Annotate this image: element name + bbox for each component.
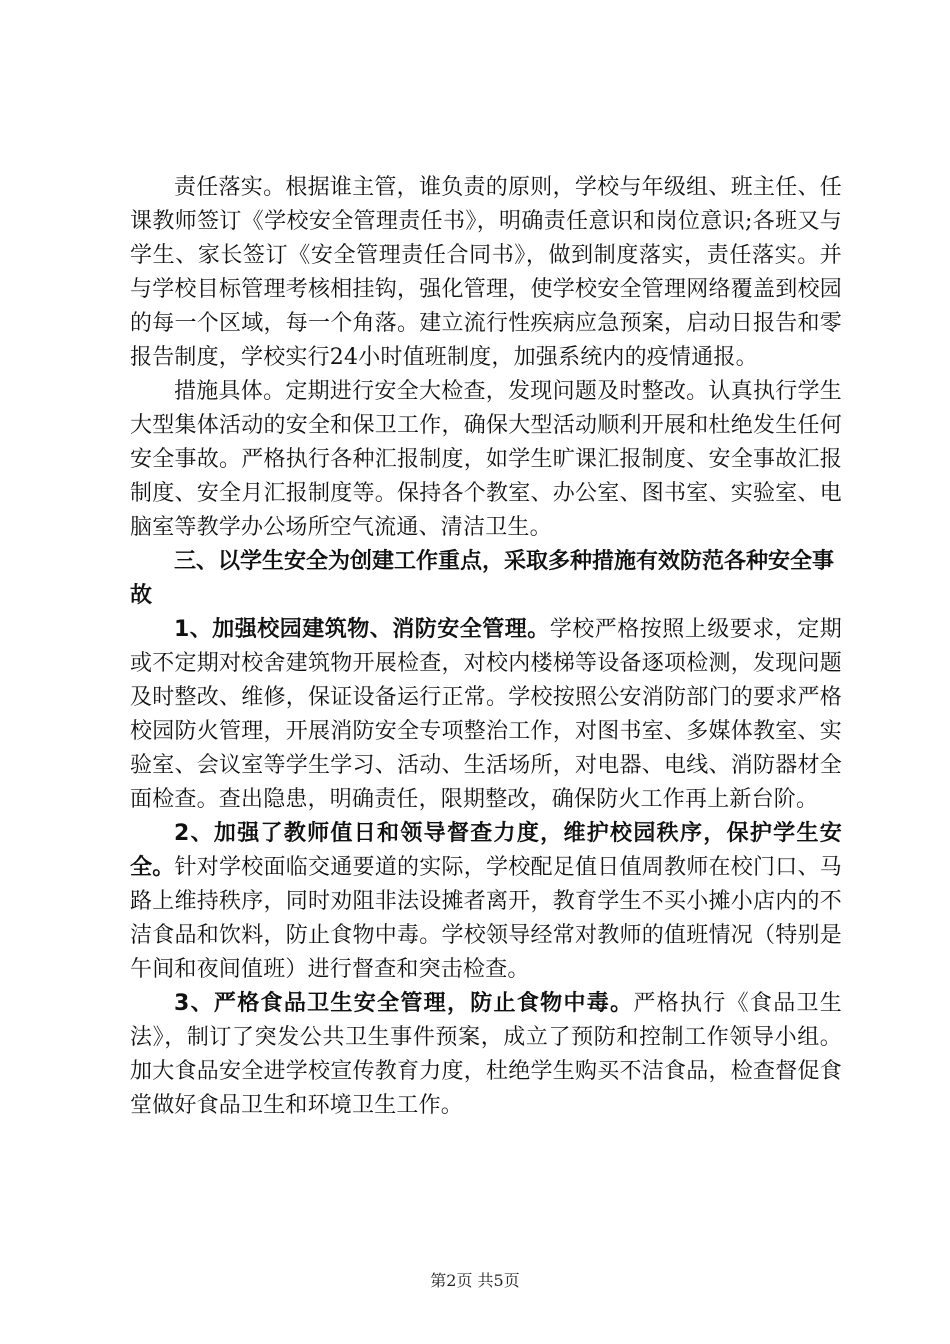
paragraph-text: 措施具体。定期进行安全大检查，发现问题及时整改。认真执行学生大型集体活动的安全和保卫工作，确保大型活动顺利开展和杜绝发生任何安全事故。严格执行各种汇报制度，如学生旷课汇报制度、安全事故汇报制度、安全月汇报制度等。保持各个教室、办公室、图书室、实验室、电脑室等教学办公场所空气流通、清洁卫生。 [130,379,842,540]
paragraph-text: 责任落实。根据谁主管，谁负责的原则，学校与年级组、班主任、任课教师签订《学校安全管理责任书》，明确责任意识和岗位意识;各班又与学生、家长签订《安全管理责任合同书》，做到制度落实，责任落实。并与学校目标管理考核相挂钩，强化管理，使学校安全管理网络覆盖到校园的每一个区域，每一个角落。建立流行性疾病应急预案，启动日报告和零报告制度，学校实行24小时值班制度，加强系统内的疫情通报。 [130,175,842,370]
paragraph-responsibility [130,171,842,375]
item-text: 学校严格按照上级要求，定期或不定期对校舍建筑物开展检查，对校内楼梯等设备逐项检测，发现问题及时整改、维修，保证设备运行正常。学校按照公安消防部门的要求严格校园防火管理，开展消防安全专项整治工作，对图书室、多媒体教室、实验室、会议室等学生学习、活动、生活场所，对电器、电线、消防器材全面检查。查出隐患，明确责任，限期整改，确保防火工作再上新台阶。 [130,617,842,812]
item-lead: 3、严格食品卫生安全管理，防止食物中毒。 [174,991,634,1016]
item-text: 严格执行《食品卫生法》，制订了突发公共卫生事件预案，成立了预防和控制工作领导小组。加大食品安全进学校宣传教育力度，杜绝学生购买不洁食品，检查督促食堂做好食品卫生和环境卫生工作。 [130,991,842,1118]
item-building-fire-safety [130,613,842,817]
paragraph-measures [130,375,842,545]
page-number-footer: 第2页 共5页 [430,1271,520,1290]
item-food-safety [130,987,842,1123]
document-body [130,171,842,1123]
item-lead: 2、加强了教师值日和领导督查力度，维护校园秩序，保护学生安全。 [130,821,842,880]
section-heading: 三、以学生安全为创建工作重点，采取多种措施有效防范各种安全事故 [130,549,835,608]
item-text: 针对学校面临交通要道的实际，学校配足值日值周教师在校门口、马路上维持秩序，同时劝阻非法设摊者离开，教育学生不买小摊小店内的不洁食品和饮料，防止食物中毒。学校领导经常对教师的值班情况（特别是午间和夜间值班）进行督查和突击检查。 [130,855,842,982]
item-lead: 1、加强校园建筑物、消防安全管理。 [174,617,550,642]
item-teacher-duty [130,817,842,987]
